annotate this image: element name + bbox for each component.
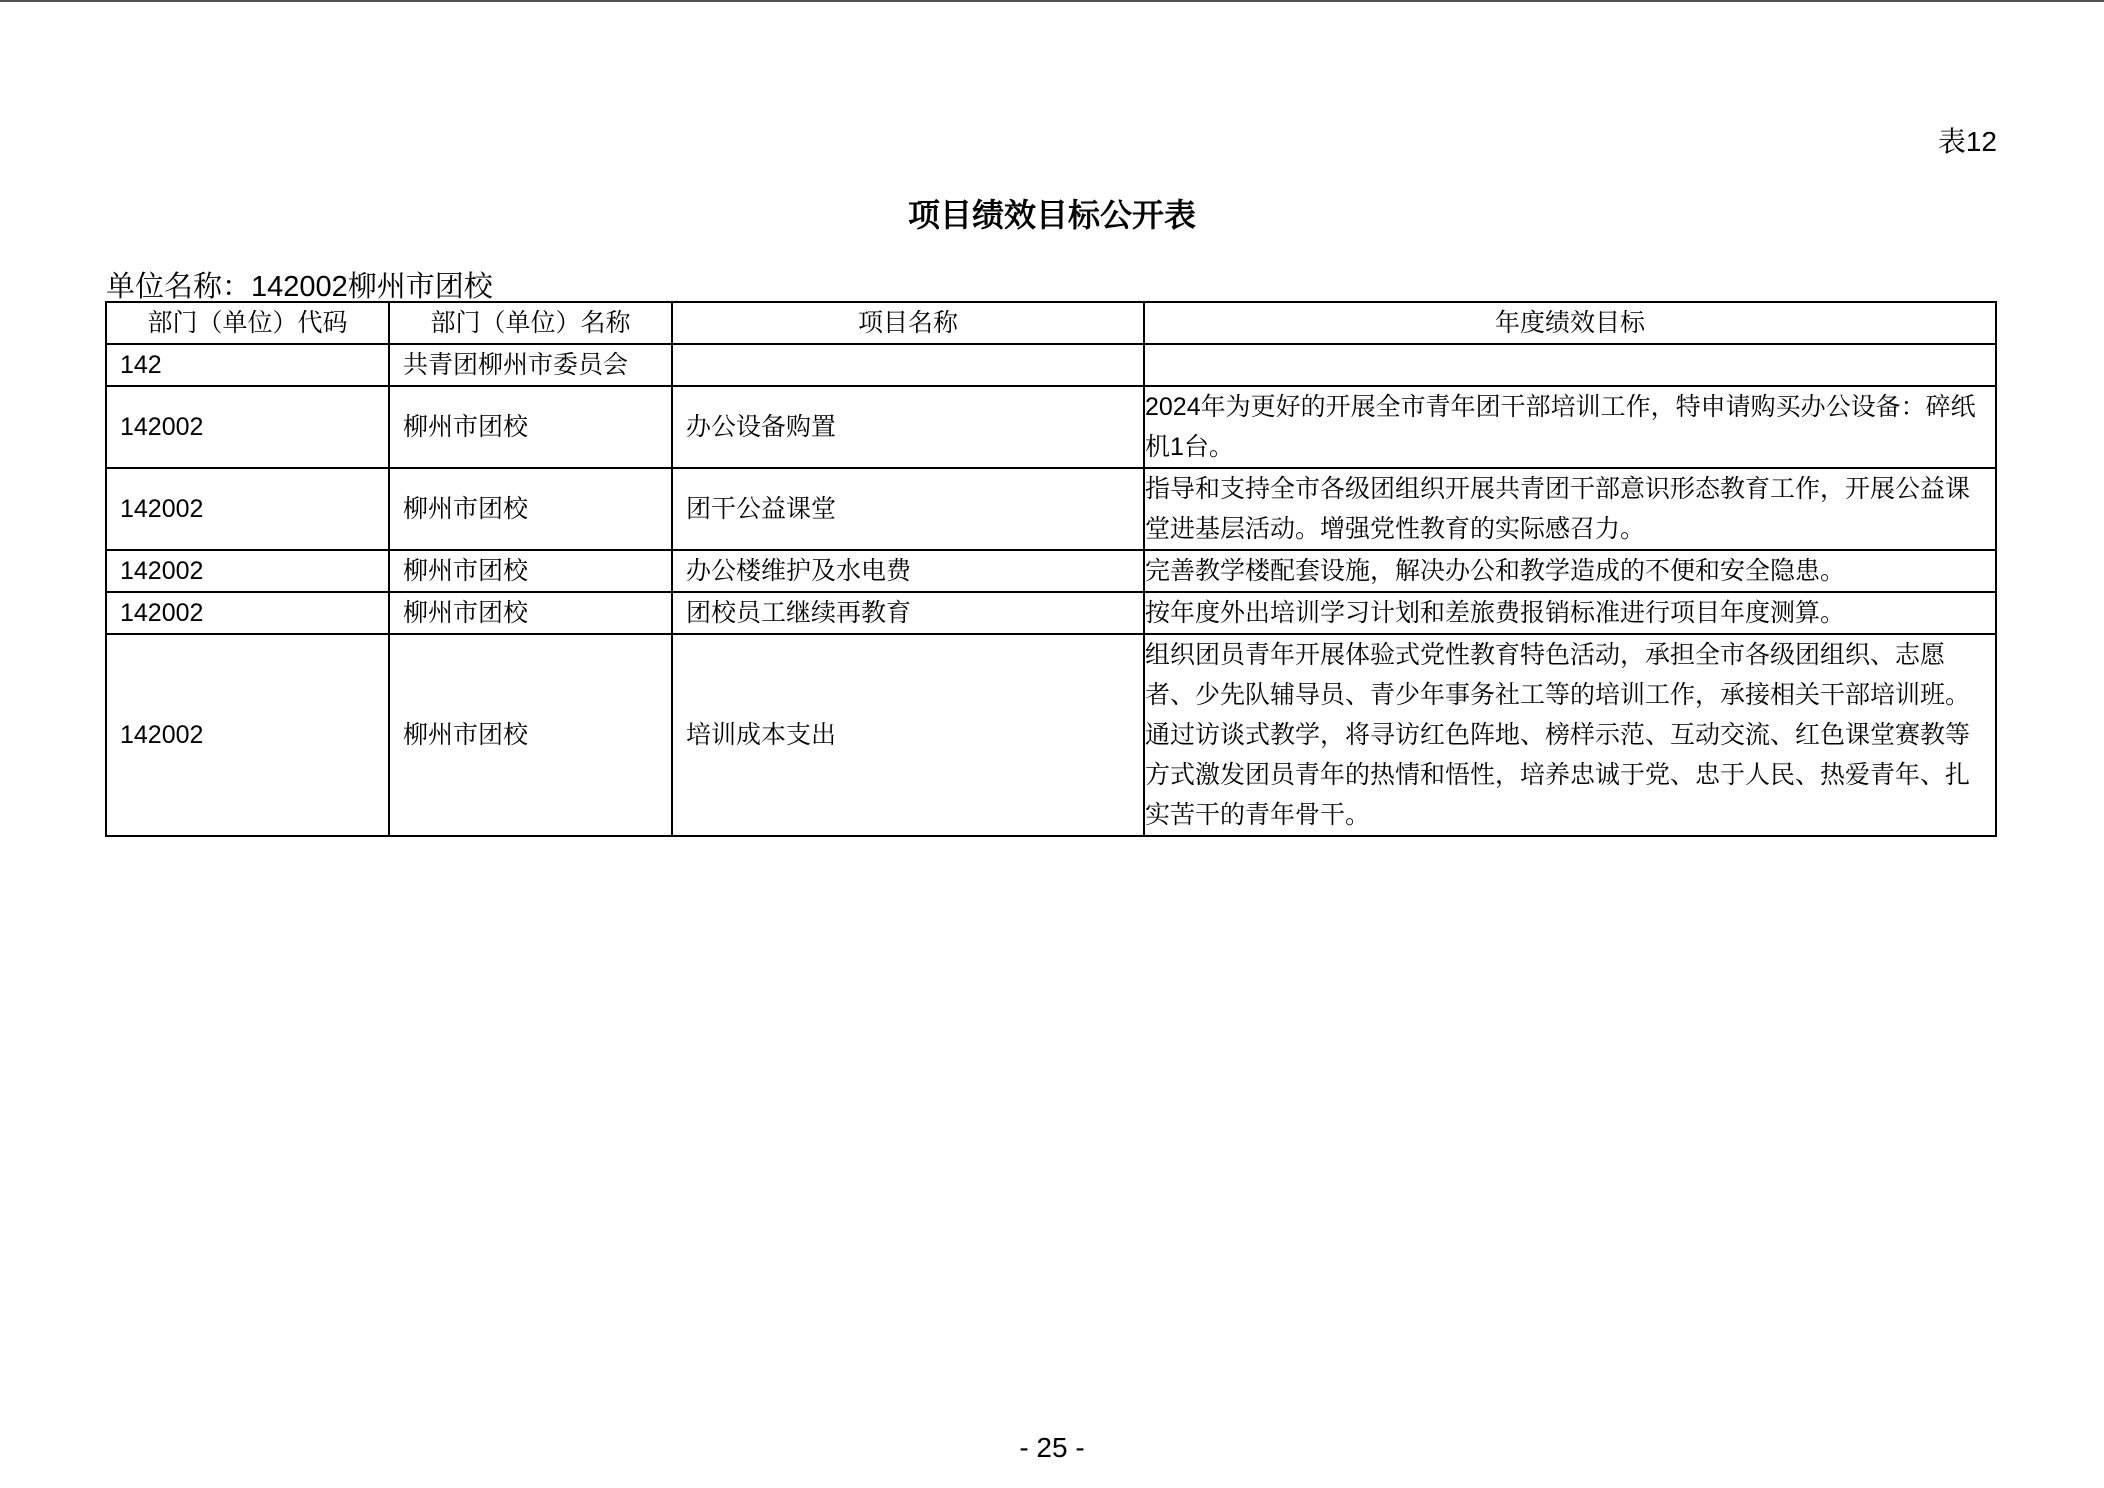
document-title: 项目绩效目标公开表 <box>907 197 1196 233</box>
performance-goals-table <box>105 301 1997 837</box>
page-number: - 25 - <box>1019 1432 1085 1463</box>
table-row <box>106 468 1996 550</box>
cell-project-name <box>672 344 1144 386</box>
table-row <box>106 550 1996 592</box>
cell-dept-code: 142002 <box>106 634 389 836</box>
cell-dept-name: 柳州市团校 <box>389 550 672 592</box>
cell-annual-goal: 指导和支持全市各级团组织开展共青团干部意识形态教育工作，开展公益课堂进基层活动。增强党性教育的实际感召力。 <box>1144 468 1996 550</box>
cell-dept-name: 柳州市团校 <box>389 592 672 634</box>
cell-dept-name: 柳州市团校 <box>389 634 672 836</box>
cell-dept-name: 柳州市团校 <box>389 468 672 550</box>
cell-project-name: 培训成本支出 <box>672 634 1144 836</box>
cell-dept-code: 142002 <box>106 550 389 592</box>
cell-annual-goal: 按年度外出培训学习计划和差旅费报销标准进行项目年度测算。 <box>1144 592 1996 634</box>
header-dept-code: 部门（单位）代码 <box>106 302 389 344</box>
cell-dept-code: 142 <box>106 344 389 386</box>
header-project-name: 项目名称 <box>672 302 1144 344</box>
cell-project-name: 办公设备购置 <box>672 386 1144 468</box>
table-header-row <box>106 302 1996 344</box>
cell-project-name: 团干公益课堂 <box>672 468 1144 550</box>
cell-annual-goal <box>1144 344 1996 386</box>
cell-annual-goal: 完善教学楼配套设施，解决办公和教学造成的不便和安全隐患。 <box>1144 550 1996 592</box>
table-row <box>106 634 1996 836</box>
unit-name-label: 单位名称：142002柳州市团校 <box>106 271 493 303</box>
cell-project-name: 办公楼维护及水电费 <box>672 550 1144 592</box>
table-row <box>106 386 1996 468</box>
top-border-line <box>0 0 2104 2</box>
cell-project-name: 团校员工继续再教育 <box>672 592 1144 634</box>
header-annual-goal: 年度绩效目标 <box>1144 302 1996 344</box>
table-row <box>106 592 1996 634</box>
header-dept-name: 部门（单位）名称 <box>389 302 672 344</box>
table-number: 表12 <box>1937 126 1997 157</box>
cell-dept-code: 142002 <box>106 468 389 550</box>
cell-dept-code: 142002 <box>106 386 389 468</box>
cell-dept-name: 柳州市团校 <box>389 386 672 468</box>
cell-dept-code: 142002 <box>106 592 389 634</box>
cell-annual-goal: 2024年为更好的开展全市青年团干部培训工作，特申请购买办公设备：碎纸机1台。 <box>1144 386 1996 468</box>
cell-dept-name: 共青团柳州市委员会 <box>389 344 672 386</box>
cell-annual-goal: 组织团员青年开展体验式党性教育特色活动，承担全市各级团组织、志愿者、少先队辅导员、青少年事务社工等的培训工作，承接相关干部培训班。通过访谈式教学，将寻访红色阵地、榜样示范、互动交流、红色课堂赛教等方式激发团员青年的热情和悟性，培养忠诚于党、忠于人民、热爱青年、扎实苦干的青年骨干。 <box>1144 634 1996 836</box>
table-row <box>106 344 1996 386</box>
